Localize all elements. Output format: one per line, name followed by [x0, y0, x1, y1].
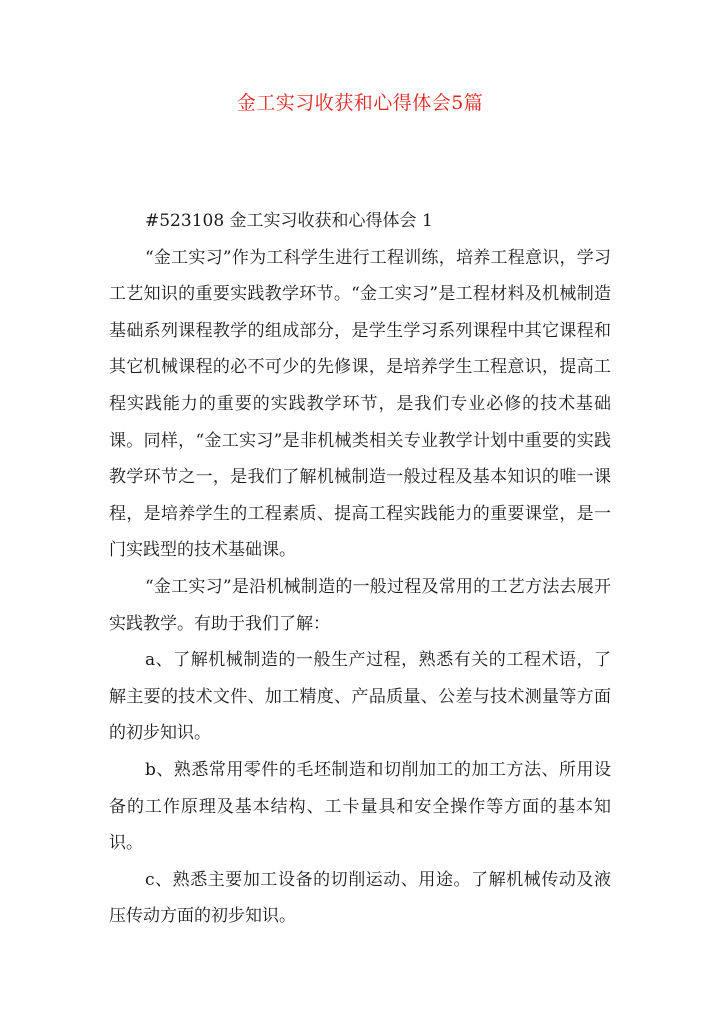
document-body — [109, 203, 611, 935]
paragraph-item-b: b、熟悉常用零件的毛坯制造和切削加工的加工方法、所用设备的工作原理及基本结构、工卡量具和安全操作等方面的基本知识。 — [109, 759, 611, 854]
paragraph-overview: “金工实习”是沿机械制造的一般过程及常用的工艺方法去展开实践教学。有助于我们了解： — [109, 576, 611, 634]
document-title: 金工实习收获和心得体会5篇 — [236, 92, 484, 114]
paragraph-item-a: a、了解机械制造的一般生产过程，熟悉有关的工程术语，了解主要的技术文件、加工精度、产品质量、公差与技术测量等方面的初步知识。 — [109, 650, 611, 744]
section-heading: #523108 金工实习收获和心得体会 1 — [145, 211, 433, 231]
paragraph-item-c: c、熟悉主要加工设备的切削运动、用途。了解机械传动及液压传动方面的初步知识。 — [109, 869, 611, 927]
paragraph-intro: “金工实习”作为工科学生进行工程训练，培养工程意识，学习工艺知识的重要实践教学环节。“金工实习”是工程材料及机械制造基础系列课程教学的组成部分，是学生学习系列课程中其它课程和其它机械课程的必不可少的先修课，是培养学生工程意识，提高工程实践能力的重要的实践教学环节，是我们专业必修的技术基础课。同样，“金工实习”是非机械类相关专业教学计划中重要的实践教学环节之一，是我们了解机械制造一般过程及基本知识的唯一课程，是培养学生的工程素质、提高工程实践能力的重要课堂，是一门实践型的技术基础课。 — [109, 247, 611, 561]
